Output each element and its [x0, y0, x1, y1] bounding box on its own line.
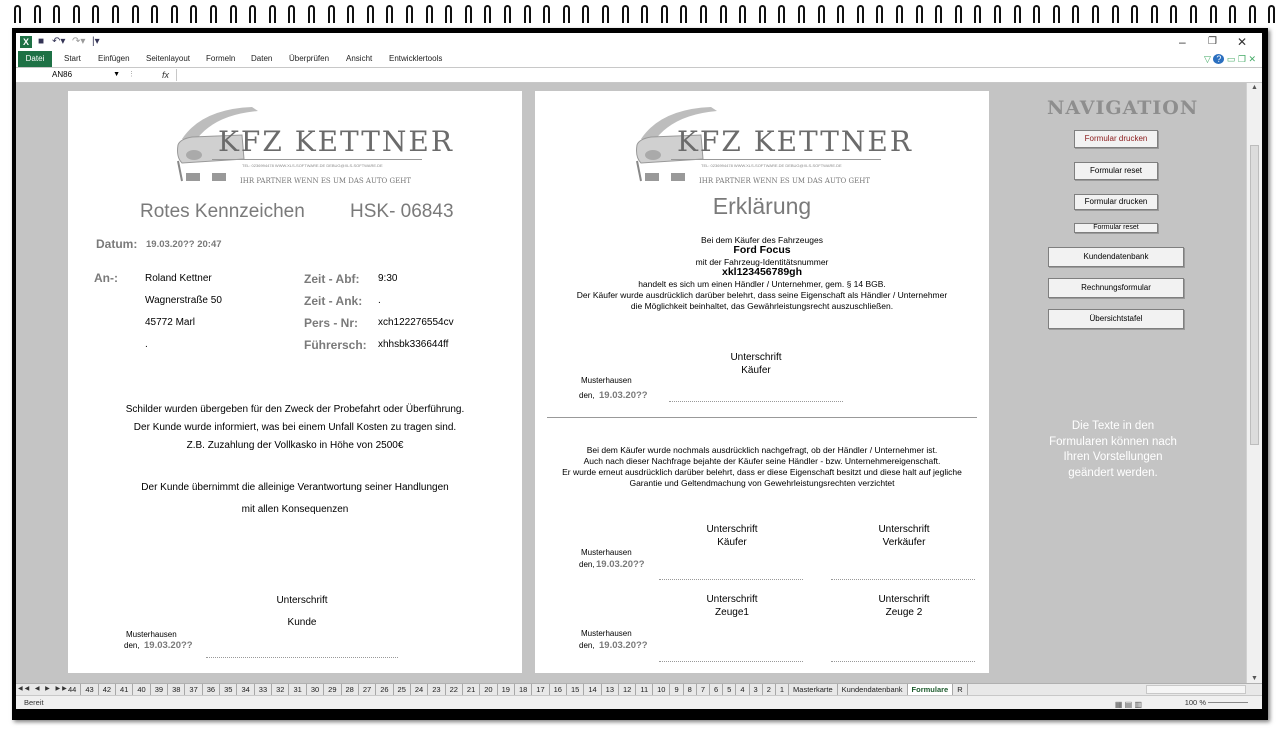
tab-ansicht[interactable]: Ansicht	[346, 54, 373, 63]
spiral-ring	[190, 5, 197, 23]
responsibility-line: Der Kunde übernimmt die alleinige Verantwortung seiner Handlungen	[141, 482, 449, 493]
spiral-ring	[484, 5, 491, 23]
brand-name: KFZ KETTNER	[218, 125, 454, 158]
print-form-button[interactable]: Formular drucken	[1074, 130, 1158, 148]
signature-date: 19.03.20??	[599, 640, 648, 651]
den-label: den,	[124, 641, 140, 650]
spiral-ring	[896, 5, 903, 23]
spiral-ring	[563, 5, 570, 23]
sheet-tab[interactable]: 21	[463, 684, 480, 695]
spiral-ring	[230, 5, 237, 23]
customer-database-button[interactable]: Kundendatenbank	[1048, 247, 1184, 267]
signature-label: Unterschrift	[730, 352, 782, 363]
customize-qat-icon[interactable]: |▾	[92, 36, 100, 47]
sheet-tab[interactable]: 27	[359, 684, 376, 695]
spiral-ring	[1268, 5, 1275, 23]
signature-role: Zeuge1	[715, 607, 749, 618]
sheet-tab[interactable]: R	[953, 684, 967, 695]
excel-window	[16, 33, 1262, 709]
right-logo	[631, 99, 913, 191]
spiral-ring	[53, 5, 60, 23]
tab-daten[interactable]: Daten	[251, 54, 273, 63]
sheet-nav-arrows-icon[interactable]: ◀◀ ◀ ▶ ▶▶	[18, 686, 69, 692]
reset-form-button[interactable]: Formular reset	[1074, 162, 1158, 180]
spiral-ring	[1229, 5, 1236, 23]
name-box-value: AN86	[52, 70, 73, 79]
scroll-down-icon[interactable]: ▼	[1251, 675, 1258, 682]
right-form-page	[535, 91, 989, 673]
spiral-ring	[739, 5, 746, 23]
signature-line	[669, 401, 843, 402]
tab-einfuegen[interactable]: Einfügen	[98, 54, 130, 63]
sheet-tab[interactable]: 39	[151, 684, 168, 695]
address-line: Wagnerstraße 50	[145, 295, 222, 306]
logo-rule	[671, 159, 881, 160]
spiral-ring	[1072, 5, 1079, 23]
spiral-ring	[14, 5, 21, 23]
spiral-ring	[1092, 5, 1099, 23]
signature-label: Unterschrift	[878, 524, 930, 535]
spiral-ring	[974, 5, 981, 23]
spiral-ring	[524, 5, 531, 23]
vin-value: xkl123456789gh	[722, 266, 802, 278]
status-bar	[16, 695, 1262, 709]
sheet-tab[interactable]: 25	[394, 684, 411, 695]
reset-form-button-2[interactable]: Formular reset	[1074, 223, 1158, 233]
signature-date: 19.03.20??	[144, 640, 193, 651]
tab-seitenlayout[interactable]: Seitenlayout	[146, 54, 191, 63]
sheet-tab[interactable]: 28	[342, 684, 359, 695]
an-label: An-:	[94, 271, 118, 285]
left-form-page	[68, 91, 522, 673]
sheet-tab[interactable]: 10	[653, 684, 670, 695]
sheet-tab[interactable]: 32	[272, 684, 289, 695]
logo-rule	[212, 159, 422, 160]
field-value: xch122276554cv	[378, 317, 454, 328]
sheet-tab[interactable]: 19	[498, 684, 515, 695]
spiral-ring	[504, 5, 511, 23]
sheet-tab[interactable]: 36	[203, 684, 220, 695]
tab-formeln[interactable]: Formeln	[206, 54, 236, 63]
signature-role: Zeuge 2	[885, 607, 923, 618]
spiral-ring	[288, 5, 295, 23]
info-line: Z.B. Zuzahlung der Vollkasko in Höhe von 2500€	[186, 440, 404, 451]
declaration-line: die Möglichkeit beinhaltet, das Gewährleistungsrecht auszuschließen.	[630, 301, 894, 311]
spiral-ring	[680, 5, 687, 23]
undo-icon[interactable]: ↶▾	[52, 36, 66, 47]
spiral-ring	[328, 5, 335, 23]
field-value: .	[378, 295, 381, 306]
sheet-tab[interactable]: 6	[710, 684, 723, 695]
sheet-tab[interactable]: 31	[289, 684, 306, 695]
zoom-slider[interactable]	[1208, 702, 1248, 703]
tab-ueberpruefen[interactable]: Überprüfen	[289, 54, 330, 63]
signature-date: 19.03.20??	[596, 559, 645, 570]
address-line: .	[145, 339, 148, 350]
spiral-ring	[1033, 5, 1040, 23]
spiral-ring	[269, 5, 276, 23]
navigation-info: Die Texte in den Formularen können nach Ihren Vorstellungen geändert werden.	[1049, 420, 1177, 479]
spiral-ring	[112, 5, 119, 23]
name-box-dropdown-icon[interactable]: ▼	[113, 71, 120, 78]
second-decl-line: Bei dem Käufer wurde nochmals ausdrücklich nachgefragt, ob der Händler / Unternehmer ist.	[586, 445, 938, 455]
ribbon-tabs	[16, 51, 1262, 67]
place-name: Musterhausen	[126, 630, 177, 639]
view-mode-icons[interactable]: ▦ ▤ ▥	[1114, 700, 1142, 709]
sheet-tab[interactable]: 4	[736, 684, 749, 695]
name-box[interactable]	[16, 68, 120, 82]
declaration-line: Der Käufer wurde ausdrücklich darüber belehrt, dass seine Eigenschaft als Händler / Unternehmer	[576, 290, 948, 300]
den-label: den,	[579, 391, 595, 400]
horizontal-scrollbar[interactable]	[1146, 685, 1246, 694]
vin-label: mit der Fahrzeug-Identitätsnummer	[695, 257, 829, 267]
sheet-tab[interactable]: 7	[697, 684, 710, 695]
spiral-ring	[1131, 5, 1138, 23]
sheet-tab[interactable]: 14	[584, 684, 601, 695]
sheet-tab[interactable]: 37	[185, 684, 202, 695]
sheet-tab[interactable]: 38	[168, 684, 185, 695]
sheet-tab[interactable]: 24	[411, 684, 428, 695]
formula-separator-icon: ⋮	[128, 71, 135, 78]
sheet-tab[interactable]: 9	[670, 684, 683, 695]
spiral-ring	[641, 5, 648, 23]
sheet-tab[interactable]: 11	[636, 684, 653, 695]
signature-role: Verkäufer	[882, 537, 926, 548]
ribbon-help-icons[interactable]: ▽ ? ▭ ❐ ✕	[1203, 54, 1256, 64]
info-line: Schilder wurden übergeben für den Zweck der Probefahrt oder Überführung.	[125, 404, 465, 415]
spiral-ring	[916, 5, 923, 23]
spiral-ring	[720, 5, 727, 23]
signature-label: Unterschrift	[276, 595, 328, 606]
sheet-tab[interactable]: 33	[255, 684, 272, 695]
spiral-ring	[778, 5, 785, 23]
sheet-tab[interactable]: 42	[99, 684, 116, 695]
field-label: Zeit - Ank:	[304, 294, 363, 308]
sheet-tab[interactable]: Kundendatenbank	[838, 684, 908, 695]
overview-button[interactable]: Übersichtstafel	[1048, 309, 1184, 329]
form-title: Erklärung	[712, 193, 812, 219]
formula-bar	[16, 67, 1262, 83]
sheet-tab[interactable]: 5	[723, 684, 736, 695]
form-title: Rotes Kennzeichen	[140, 201, 305, 222]
signature-role: Kunde	[287, 617, 317, 628]
field-value: xhhsbk336644ff	[378, 339, 449, 350]
signature-role: Käufer	[717, 537, 747, 548]
declaration-line: handelt es sich um einen Händler / Unternehmer, gem. § 14 BGB.	[638, 279, 886, 289]
field-label: Führersch:	[304, 338, 367, 352]
spiral-ring	[1014, 5, 1021, 23]
field-label: Zeit - Abf:	[304, 272, 360, 286]
spiral-ring	[92, 5, 99, 23]
sheet-tab[interactable]: 2	[763, 684, 776, 695]
spiral-ring	[661, 5, 668, 23]
left-logo	[172, 99, 454, 191]
spiral-ring	[622, 5, 629, 23]
excel-app-icon[interactable]: X	[20, 36, 32, 48]
print-form-button-2[interactable]: Formular drucken	[1074, 194, 1158, 210]
sheet-tab[interactable]: 8	[684, 684, 697, 695]
spiral-ring	[1190, 5, 1197, 23]
spiral-ring	[602, 5, 609, 23]
spiral-ring	[1151, 5, 1158, 23]
spiral-ring	[445, 5, 452, 23]
spiral-ring	[151, 5, 158, 23]
sheet-tab[interactable]: 35	[220, 684, 237, 695]
spiral-ring	[955, 5, 962, 23]
spiral-ring	[818, 5, 825, 23]
spiral-ring	[308, 5, 315, 23]
spiral-ring	[386, 5, 393, 23]
sheet-tab[interactable]: Masterkarte	[789, 684, 838, 695]
datum-value: 19.03.20?? 20:47	[146, 239, 222, 250]
spiral-ring	[132, 5, 139, 23]
contact-line: TEL: 0236994478 WWW.XLS-SOFTWARE.DE DEBUG@XLS-SOFTWARE.DE	[701, 163, 842, 168]
quick-access-toolbar	[16, 33, 1262, 51]
responsibility-line: mit allen Konsequenzen	[241, 504, 349, 515]
spiral-ring	[1210, 5, 1217, 23]
spiral-ring	[935, 5, 942, 23]
second-decl-line: Er wurde erneut ausdrücklich darüber belehrt, dass er diese Eigenschaft besitzt und diese halt auf jegliche	[562, 467, 962, 477]
info-line: Der Kunde wurde informiert, was bei einem Unfall Kosten zu tragen sind.	[133, 422, 457, 433]
sheet-tabs	[64, 684, 968, 695]
sheet-tab[interactable]: 22	[446, 684, 463, 695]
sheet-tab[interactable]: 20	[480, 684, 497, 695]
vertical-scrollbar[interactable]	[1246, 83, 1262, 683]
intro-text: Bei dem Käufer des Fahrzeuges	[701, 235, 823, 245]
signature-label: Unterschrift	[706, 524, 758, 535]
signature-line	[831, 661, 975, 662]
place-name: Musterhausen	[581, 629, 632, 638]
sheet-area	[16, 83, 1246, 683]
signature-label: Unterschrift	[706, 594, 758, 605]
plate-number: HSK- 06843	[350, 201, 454, 222]
sheet-tab[interactable]: 34	[237, 684, 254, 695]
signature-date: 19.03.20??	[599, 390, 648, 401]
invoice-form-button[interactable]: Rechnungsformular	[1048, 278, 1184, 298]
navigation-title: NAVIGATION	[1047, 97, 1199, 119]
den-label: den,	[579, 560, 595, 569]
signature-line	[206, 657, 398, 658]
tab-datei[interactable]: Datei	[18, 51, 52, 67]
sheet-tab[interactable]: 29	[324, 684, 341, 695]
save-icon[interactable]: ■	[38, 36, 45, 47]
brand-name: KFZ KETTNER	[677, 125, 913, 158]
redo-icon[interactable]: ↷▾	[72, 36, 86, 47]
spiral-ring	[798, 5, 805, 23]
close-icon[interactable]: ✕	[1237, 35, 1248, 49]
sheet-tab[interactable]: 30	[307, 684, 324, 695]
formula-input[interactable]	[176, 69, 1260, 81]
scroll-thumb[interactable]	[1250, 145, 1259, 445]
sheet-tab-bar	[16, 683, 1262, 695]
place-name: Musterhausen	[581, 376, 632, 385]
spiral-ring	[347, 5, 354, 23]
sheet-tab[interactable]: Formulare	[908, 684, 954, 695]
status-ready: Bereit	[24, 698, 44, 707]
sheet-tab[interactable]: 18	[515, 684, 532, 695]
spiral-ring	[543, 5, 550, 23]
spiral-ring	[759, 5, 766, 23]
spiral-ring	[73, 5, 80, 23]
sheet-tab[interactable]: 26	[376, 684, 393, 695]
minimize-icon[interactable]: –	[1179, 35, 1186, 49]
spiral-binding	[0, 0, 1280, 28]
sheet-tab[interactable]: 1	[776, 684, 789, 695]
tab-start[interactable]: Start	[64, 54, 81, 63]
spiral-ring	[465, 5, 472, 23]
spiral-ring	[876, 5, 883, 23]
section-divider	[547, 417, 977, 418]
signature-line	[659, 661, 803, 662]
address-line: 45772 Marl	[145, 317, 196, 328]
address-line: Roland Kettner	[145, 273, 212, 284]
sheet-tab[interactable]: 13	[602, 684, 619, 695]
scroll-up-icon[interactable]: ▲	[1251, 84, 1258, 91]
spiral-ring	[249, 5, 256, 23]
spiral-ring	[406, 5, 413, 23]
spiral-ring	[1249, 5, 1256, 23]
signature-line	[659, 579, 803, 580]
tab-entwicklertools[interactable]: Entwicklertools	[389, 54, 443, 63]
spiral-ring	[857, 5, 864, 23]
spiral-ring	[994, 5, 1001, 23]
signature-line	[831, 579, 975, 580]
spiral-ring	[1112, 5, 1119, 23]
sheet-tab[interactable]: 16	[550, 684, 567, 695]
signature-label: Unterschrift	[878, 594, 930, 605]
datum-label: Datum:	[96, 237, 138, 251]
slogan: IHR PARTNER WENN ES UM DAS AUTO GEHT	[699, 177, 870, 185]
place-name: Musterhausen	[581, 548, 632, 557]
sheet-tab[interactable]: 40	[133, 684, 150, 695]
spiral-ring	[1053, 5, 1060, 23]
spiral-ring	[837, 5, 844, 23]
contact-line: TEL: 0236994478 WWW.XLS-SOFTWARE.DE DEBUG@XLS-SOFTWARE.DE	[242, 163, 383, 168]
restore-icon[interactable]: ❐	[1208, 36, 1217, 47]
field-label: Pers - Nr:	[304, 316, 359, 330]
second-decl-line: Garantie und Geltendmachung von Gewehrleistungsrechten verzichtet	[629, 478, 895, 488]
spiral-ring	[700, 5, 707, 23]
slogan: IHR PARTNER WENN ES UM DAS AUTO GEHT	[240, 177, 411, 185]
spiral-ring	[367, 5, 374, 23]
spiral-ring	[1170, 5, 1177, 23]
zoom-level[interactable]: 100 %	[1184, 698, 1206, 707]
spiral-ring	[582, 5, 589, 23]
sheet-tab[interactable]: 3	[750, 684, 763, 695]
spiral-ring	[171, 5, 178, 23]
spiral-ring	[426, 5, 433, 23]
signature-role: Käufer	[741, 365, 771, 376]
den-label: den,	[579, 641, 595, 650]
sheet-tab[interactable]: 15	[567, 684, 584, 695]
sheet-tab[interactable]: 17	[532, 684, 549, 695]
sheet-tab[interactable]: 43	[81, 684, 98, 695]
sheet-tab[interactable]: 23	[428, 684, 445, 695]
sheet-tab[interactable]: 41	[116, 684, 133, 695]
fx-icon[interactable]: fx	[162, 70, 170, 80]
spiral-ring	[210, 5, 217, 23]
sheet-tab[interactable]: 44	[64, 684, 81, 695]
spiral-ring	[34, 5, 41, 23]
sheet-tab[interactable]: 12	[619, 684, 636, 695]
second-decl-line: Auch nach dieser Nachfrage bejahte der Käufer seine Händler - bzw. Unternehmereigenschaft.	[583, 456, 941, 466]
field-value: 9:30	[378, 273, 398, 284]
car-model: Ford Focus	[733, 244, 791, 256]
